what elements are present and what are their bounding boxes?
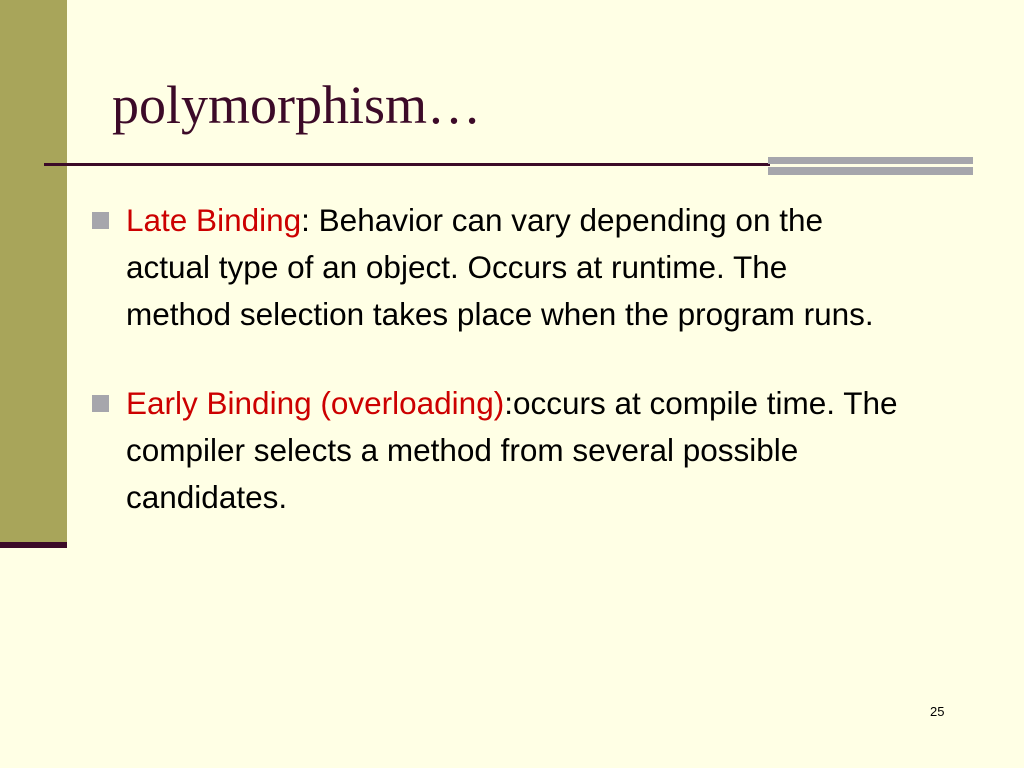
bullet-text: : Behavior can vary depending on the actual type of an object. Occurs at runtime. The method selection takes place when the program runs. <box>126 202 874 332</box>
decorative-sidebar-foot <box>0 542 67 548</box>
bullet-list <box>92 197 952 521</box>
square-bullet-icon <box>92 212 109 229</box>
bullet-item-early-binding <box>92 380 956 521</box>
slide-title: polymorphism… <box>112 75 482 135</box>
accent-bar-top <box>768 157 973 164</box>
bullet-text: :occurs at compile time. The compiler selects a method from several possible candidates. <box>126 385 898 515</box>
bullet-item-late-binding <box>92 197 898 338</box>
bullet-term: Late Binding <box>126 202 302 238</box>
bullet-term: Early Binding (overloading) <box>126 385 505 421</box>
page-number: 25 <box>930 704 945 719</box>
square-bullet-icon <box>92 395 109 412</box>
decorative-sidebar <box>0 0 67 542</box>
accent-bar-bottom <box>768 167 973 175</box>
title-divider <box>44 163 770 166</box>
